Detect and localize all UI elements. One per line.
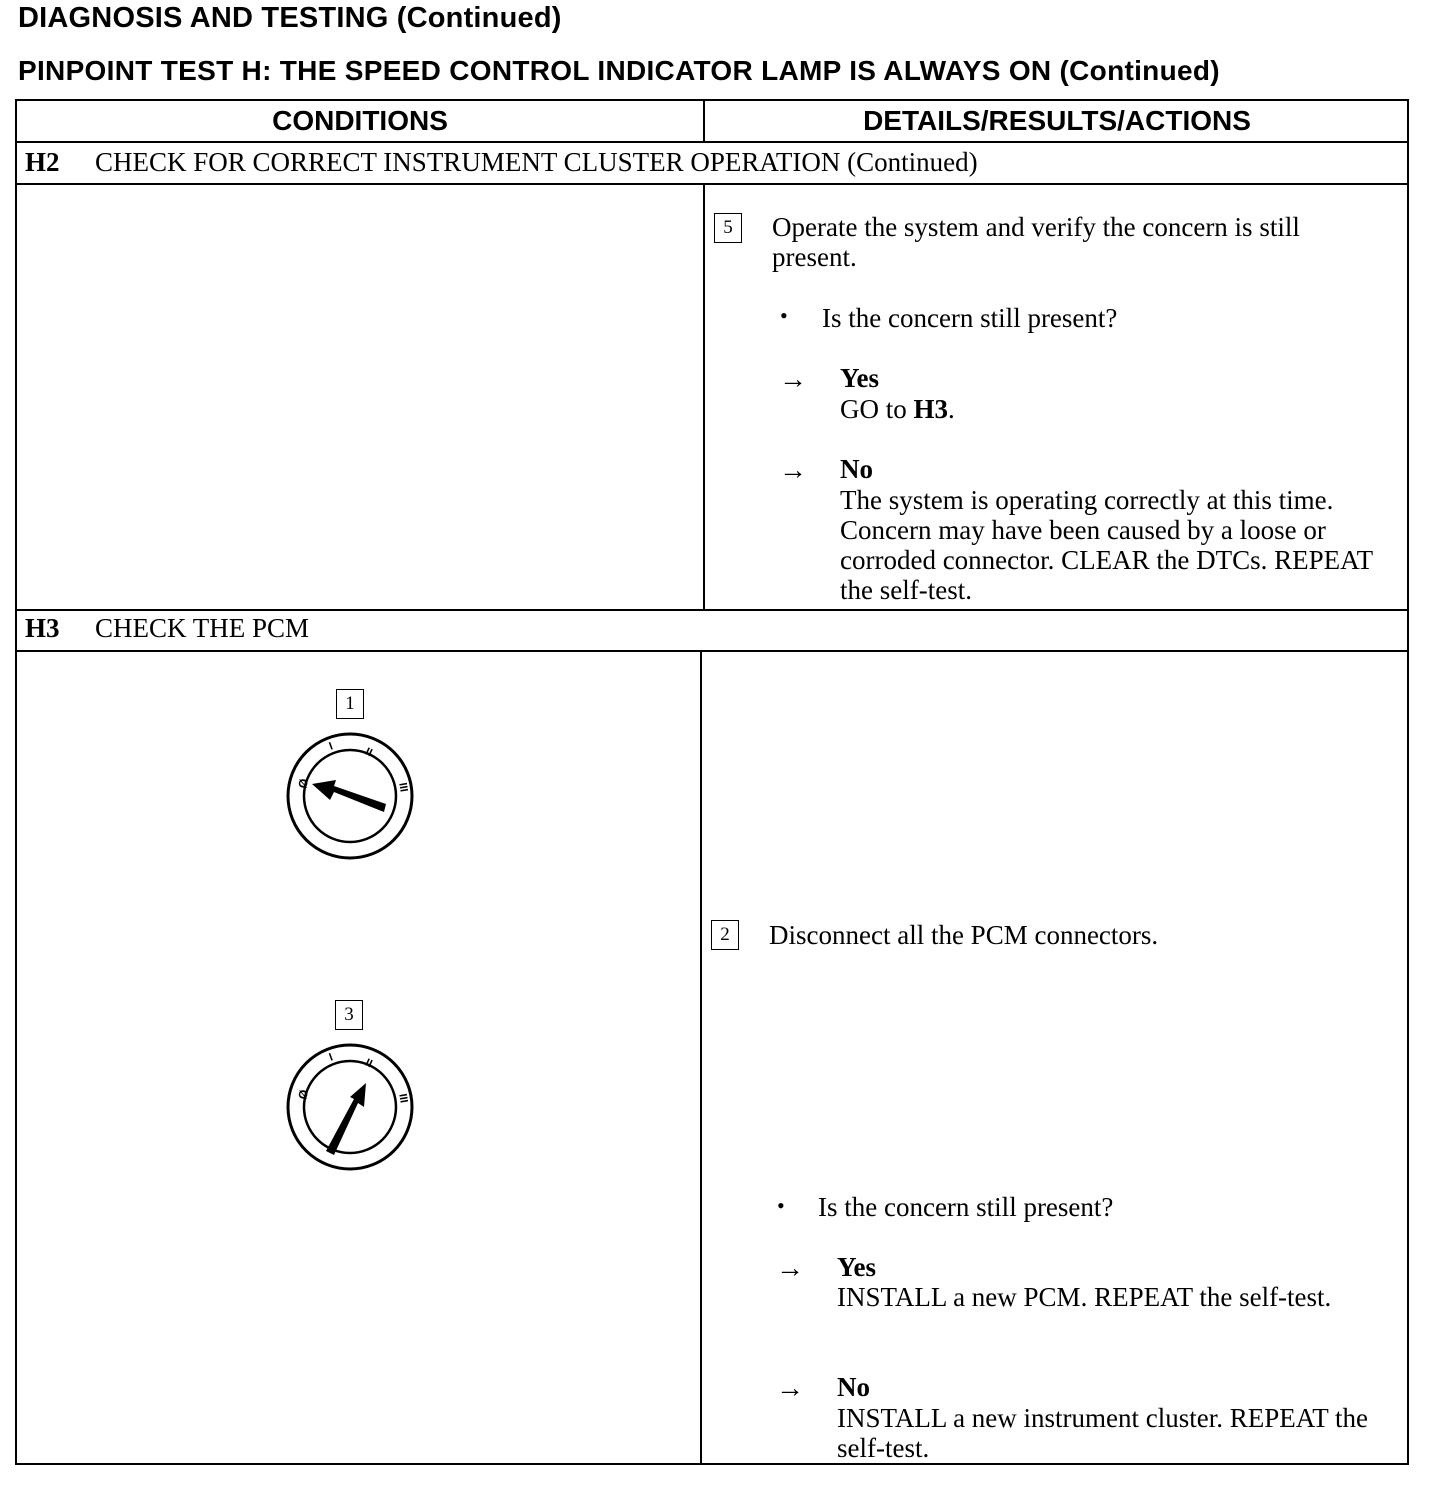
divider [17, 141, 1407, 143]
section-header-h2 [25, 147, 978, 178]
column-header-details: DETAILS/RESULTS/ACTIONS [863, 105, 1251, 136]
no-action: INSTALL a new instrument cluster. REPEAT the self-test. [837, 1403, 1369, 1463]
ignition-switch-run-icon [282, 1039, 418, 1175]
no-action: The system is operating correctly at this time. Concern may have been caused by a loose or corroded connector. CLEAR the DTCs. REPEAT the self-test. [840, 485, 1373, 605]
position-two-label: II [363, 1056, 375, 1071]
divider [17, 650, 1407, 652]
step-number-box: 2 [711, 920, 739, 950]
yes-action-text: GO to [840, 394, 907, 424]
pinpoint-test-title: PINPOINT TEST H: THE SPEED CONTROL INDICATOR LAMP IS ALWAYS ON (Continued) [18, 55, 1220, 86]
yes-action [840, 394, 955, 424]
step-instruction: Disconnect all the PCM connectors. [769, 920, 1159, 950]
section-header-h3 [25, 613, 309, 644]
arrow-right-icon: → [776, 1253, 804, 1284]
document-title: DIAGNOSIS AND TESTING (Continued) [18, 2, 562, 34]
section-id: H2 [25, 147, 60, 177]
question-text: Is the concern still present? [822, 303, 1118, 333]
pinpoint-test-table [15, 99, 1409, 1465]
position-off-label: Ø [295, 1088, 312, 1101]
yes-action-end: . [948, 394, 955, 424]
bullet-icon: • [777, 1193, 785, 1218]
section-id: H3 [25, 613, 60, 643]
step-instruction: Operate the system and verify the concern is still present. [772, 212, 1300, 272]
divider [17, 183, 1407, 185]
divider [17, 609, 1407, 611]
switch-key-pointer [312, 780, 386, 812]
divider [700, 650, 702, 1465]
divider [703, 101, 705, 141]
divider [703, 183, 705, 609]
position-three-label: III [396, 1092, 410, 1104]
section-title: CHECK FOR CORRECT INSTRUMENT CLUSTER OPERATION (Continued) [95, 147, 978, 177]
yes-label: Yes [840, 363, 879, 393]
step-reference-link[interactable]: H3 [913, 394, 949, 424]
position-one-label: I [327, 1051, 335, 1064]
step-number-box: 3 [335, 1000, 363, 1030]
position-three-label: III [396, 781, 410, 793]
arrow-right-icon: → [779, 364, 807, 395]
yes-label: Yes [837, 1252, 876, 1282]
arrow-right-icon: → [779, 455, 807, 486]
bullet-icon: • [780, 303, 788, 328]
column-header-conditions: CONDITIONS [272, 105, 448, 136]
no-label: No [837, 1372, 870, 1402]
step-number-box: 1 [336, 689, 364, 719]
switch-key-pointer [326, 1083, 366, 1155]
yes-action: INSTALL a new PCM. REPEAT the self-test. [837, 1282, 1332, 1312]
position-two-label: II [363, 745, 375, 760]
arrow-right-icon: → [776, 1373, 804, 1404]
no-label: No [840, 454, 873, 484]
section-title: CHECK THE PCM [95, 613, 310, 643]
question-text: Is the concern still present? [818, 1192, 1114, 1222]
position-off-label: Ø [295, 777, 312, 790]
ignition-switch-off-icon [282, 728, 418, 864]
position-one-label: I [327, 740, 335, 753]
step-number-box: 5 [714, 213, 742, 243]
